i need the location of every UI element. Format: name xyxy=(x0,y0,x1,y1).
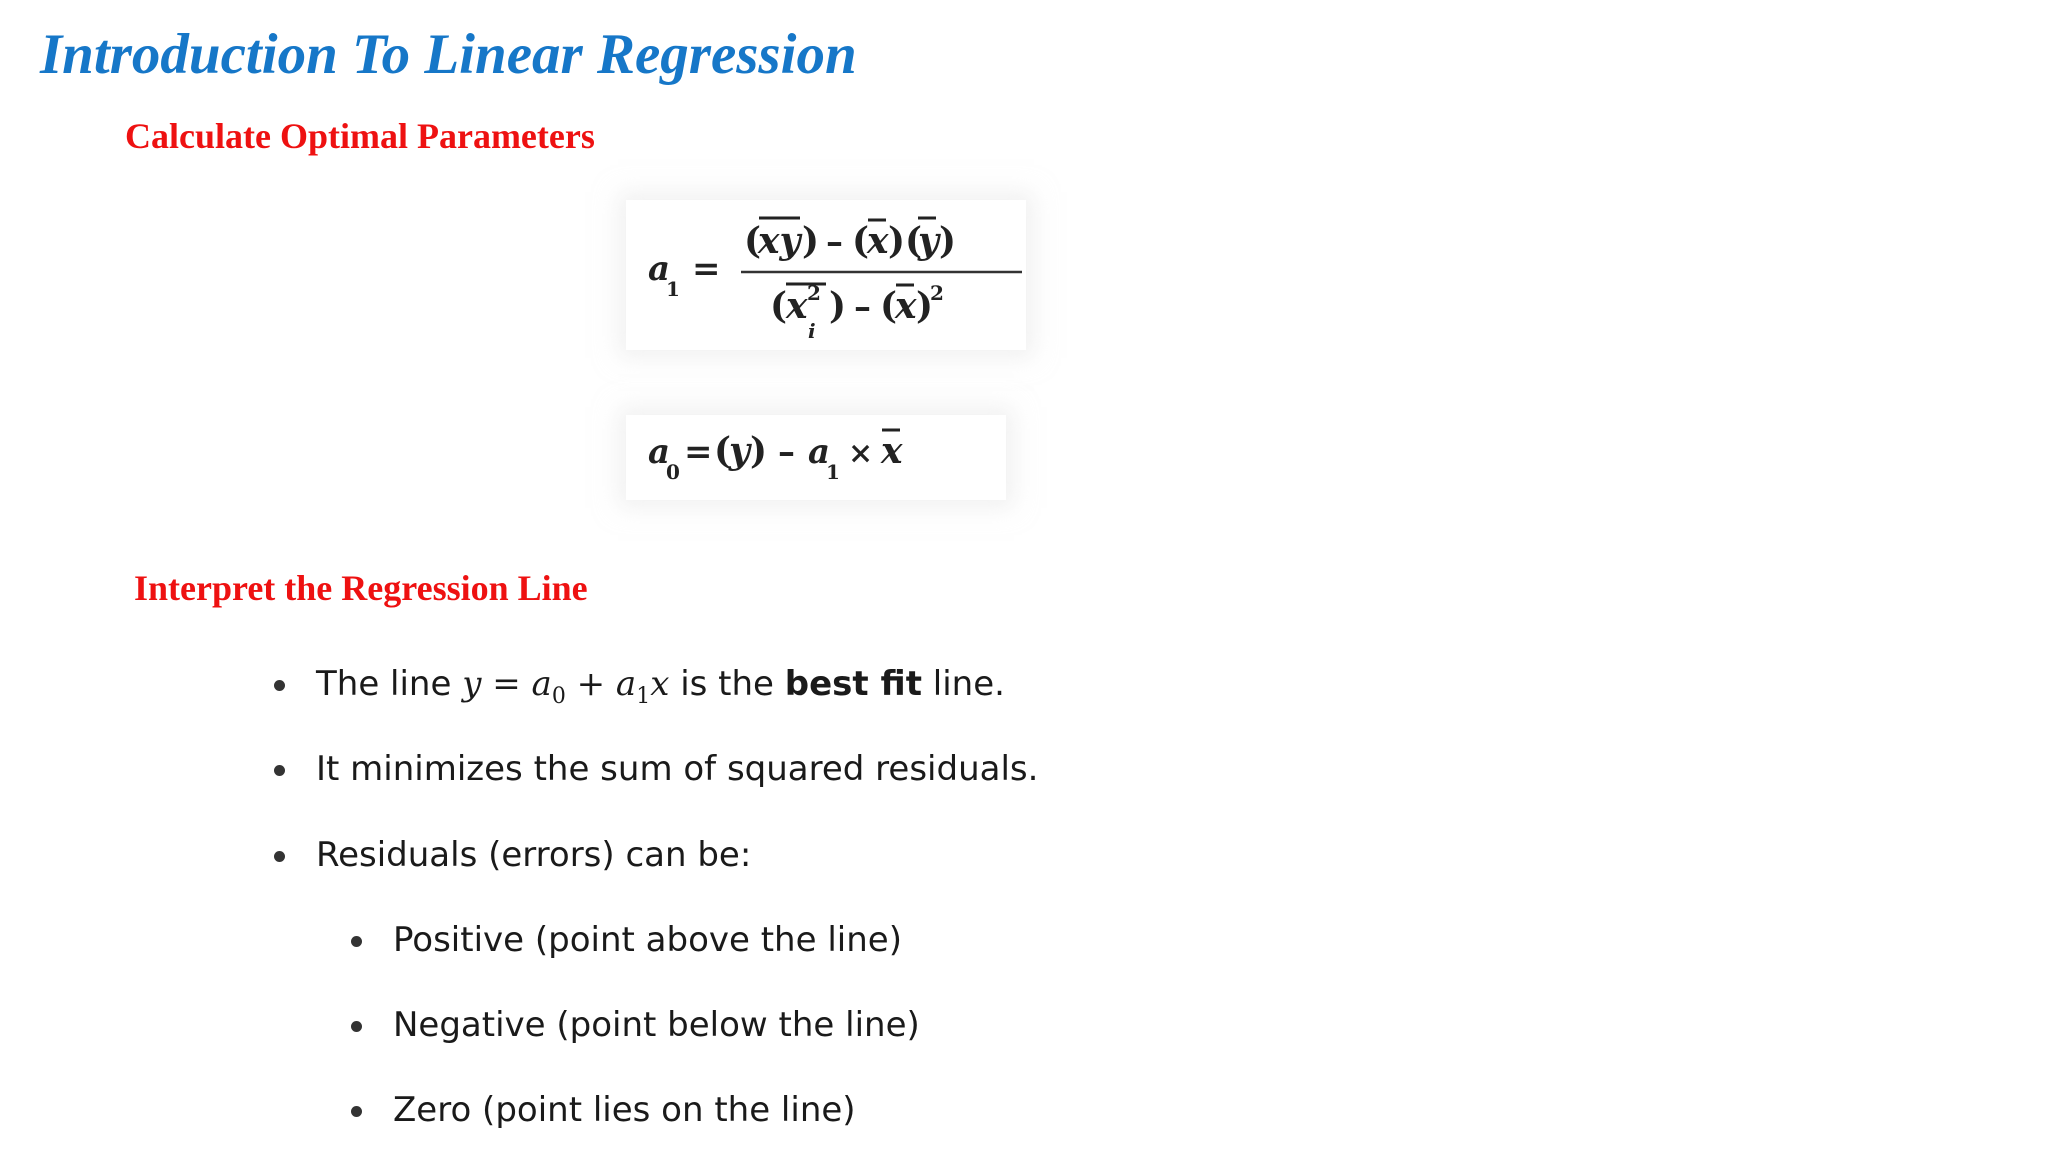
bullet-dot-icon xyxy=(351,1021,362,1032)
svg-text:2: 2 xyxy=(807,281,821,305)
svg-text:1: 1 xyxy=(666,277,680,301)
svg-text:): ) xyxy=(802,220,820,262)
bullet-text: Negative (point below the line) xyxy=(393,1005,920,1045)
svg-text:0: 0 xyxy=(666,460,680,484)
intercept-formula-svg xyxy=(626,415,1006,500)
svg-text:x: x xyxy=(895,285,917,327)
bullet-dot-icon xyxy=(274,765,285,776)
svg-text:=: = xyxy=(684,432,713,472)
svg-text:i: i xyxy=(808,319,816,343)
svg-text:×: × xyxy=(848,436,874,471)
svg-text:–: – xyxy=(854,287,871,327)
svg-text:): ) xyxy=(750,430,768,472)
bullet-text: It minimizes the sum of squared residuals. xyxy=(316,749,1039,789)
bullet-dot-icon xyxy=(274,851,285,862)
svg-text:x: x xyxy=(881,430,903,472)
svg-text:(: ( xyxy=(880,285,898,327)
svg-text:x: x xyxy=(867,220,889,262)
svg-text:(: ( xyxy=(744,220,762,262)
bullet-text: Residuals (errors) can be: xyxy=(316,835,752,875)
svg-text:(: ( xyxy=(852,220,870,262)
svg-text:): ) xyxy=(939,220,957,262)
bullet-text: Zero (point lies on the line) xyxy=(393,1090,856,1130)
section-heading-interpret: Interpret the Regression Line xyxy=(134,568,588,608)
bullet-dot-icon xyxy=(351,1106,362,1117)
slope-formula-image xyxy=(626,200,1026,350)
intercept-formula-image xyxy=(626,415,1006,500)
svg-text:(: ( xyxy=(714,430,732,472)
svg-text:y: y xyxy=(918,220,939,262)
bullet-text: The line $y = a_0 + a_1x$ is the best fit line. xyxy=(316,664,1005,709)
bullet-dot-icon xyxy=(274,680,285,691)
svg-text:–: – xyxy=(826,222,843,262)
svg-text:xy: xy xyxy=(758,220,801,262)
svg-text:a: a xyxy=(648,432,671,472)
svg-text:(: ( xyxy=(770,285,788,327)
svg-text:2: 2 xyxy=(930,281,944,305)
bullet-dot-icon xyxy=(351,936,362,947)
svg-text:1: 1 xyxy=(826,460,840,484)
svg-text:): ) xyxy=(829,285,847,327)
svg-text:–: – xyxy=(778,432,795,472)
bullet-text: Positive (point above the line) xyxy=(393,920,902,960)
svg-text:a: a xyxy=(808,432,831,472)
slide-title: Introduction To Linear Regression xyxy=(40,23,857,86)
svg-text:x: x xyxy=(786,285,808,327)
svg-text:a: a xyxy=(648,249,671,289)
svg-text:=: = xyxy=(692,249,721,289)
regression-equation: $y = a_0 + a_1x$ xyxy=(462,664,670,709)
slope-formula-svg xyxy=(626,200,1026,350)
svg-text:): ) xyxy=(916,285,934,327)
svg-text:)(: )( xyxy=(888,220,923,262)
svg-text:y: y xyxy=(729,430,750,472)
section-heading-calculate: Calculate Optimal Parameters xyxy=(125,116,595,156)
